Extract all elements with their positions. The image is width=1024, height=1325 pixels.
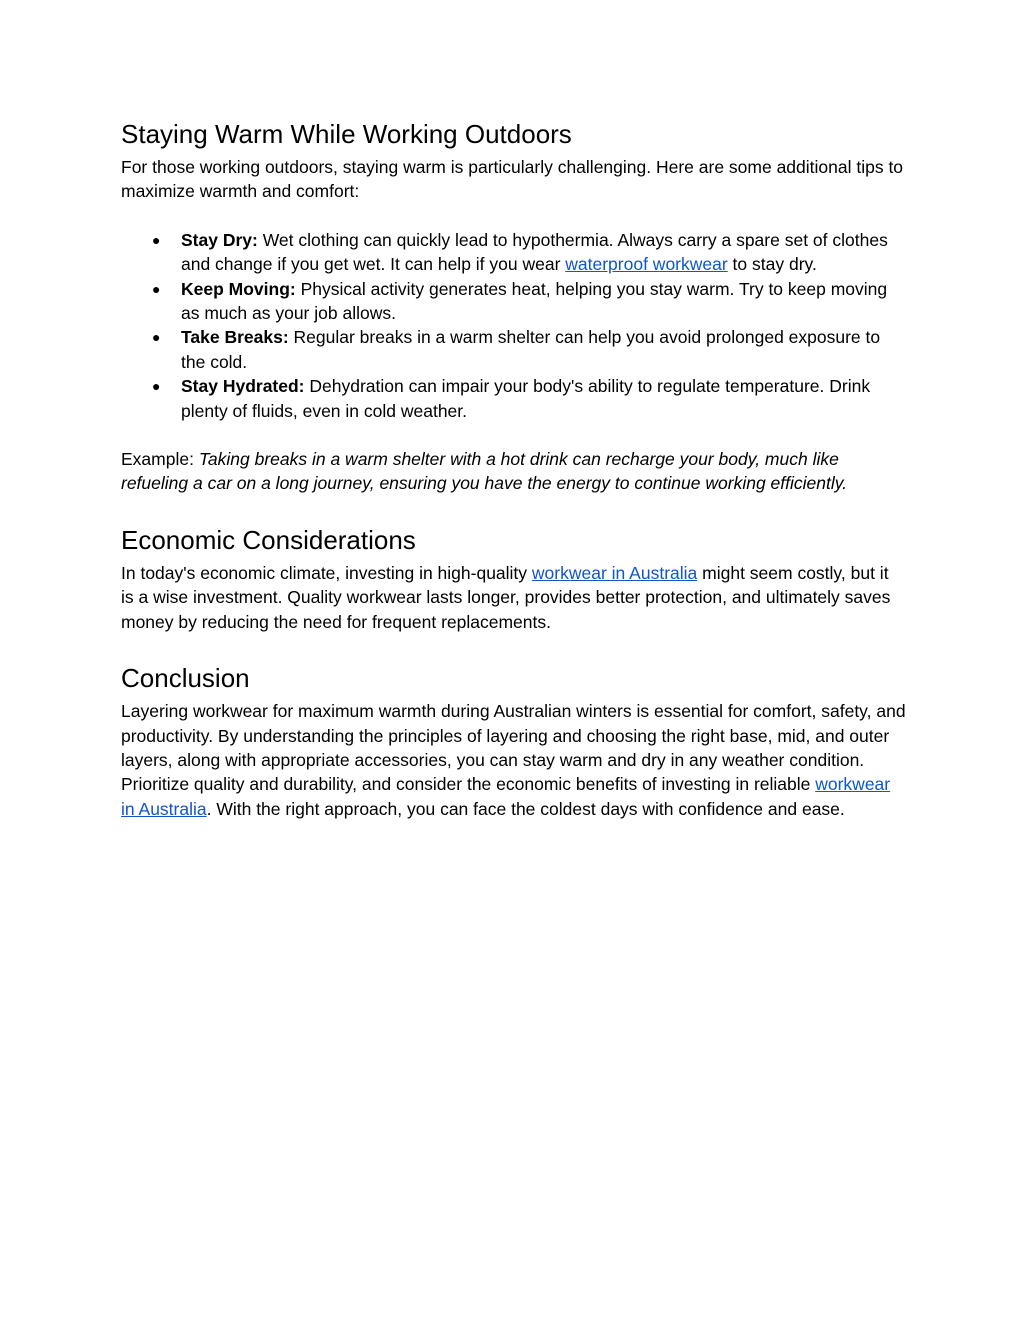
heading-outdoors: Staying Warm While Working Outdoors <box>121 119 572 149</box>
heading-economic: Economic Considerations <box>121 524 416 555</box>
tip-title: Stay Hydrated: <box>181 376 305 397</box>
economic-text: In today's economic climate, investing in high-quality <box>121 562 532 583</box>
example-text: Taking breaks in a warm shelter with a hot drink can recharge your body, much like refueling a car on a long journey, ensuring you have the energy to continue working efficiently. <box>121 449 848 494</box>
tip-title: Take Breaks: <box>181 327 289 348</box>
bullet-icon: ● <box>152 329 161 346</box>
heading-conclusion: Conclusion <box>121 663 250 694</box>
list-item-keep-moving <box>121 277 906 326</box>
link-workwear-australia[interactable]: workwear in Australia <box>531 562 698 583</box>
tip-title: Stay Dry: <box>181 229 258 250</box>
tip-text-after: to stay dry. <box>727 254 817 275</box>
economic-text-after: might seem costly, but it is a wise investment. Quality workwear lasts longer, provides better protection, and ultimately saves money by reducing the need for frequent replacements. <box>121 562 891 632</box>
paragraph-economic <box>121 561 906 634</box>
conclusion-text: Layering workwear for maximum warmth during Australian winters is essential for comfort, safety, and productivity. By understanding the principles of layering and choosing the right base, mid, and outer layers, along with appropriate accessories, you can stay warm and dry in any weather condition. Prioritize quality and durability, and consider the economic benefits of investing in reliable <box>121 701 906 795</box>
example-label: Example: <box>121 449 199 470</box>
tip-title: Keep Moving: <box>181 278 296 299</box>
bullet-icon: ● <box>152 378 161 395</box>
document-page <box>121 114 906 821</box>
bullet-icon: ● <box>152 280 161 297</box>
list-item-stay-dry <box>121 228 906 277</box>
link-workwear-australia-conclusion[interactable]: workwear in Australia <box>121 774 891 819</box>
conclusion-text-after: . With the right approach, you can face the coldest days with confidence and ease. <box>206 798 845 819</box>
tips-list <box>121 228 906 423</box>
tip-text: Wet clothing can quickly lead to hypothermia. Always carry a spare set of clothes and change if you get wet. It can help if you wear <box>181 229 888 275</box>
tip-text: Regular breaks in a warm shelter can help you avoid prolonged exposure to the cold. <box>181 327 881 372</box>
bullet-icon: ● <box>152 231 161 248</box>
paragraph-outdoors-intro: For those working outdoors, staying warm is particularly challenging. Here are some additional tips to maximize warmth and comfort: <box>121 157 904 202</box>
tip-text: Dehydration can impair your body's ability to regulate temperature. Drink plenty of fluids, even in cold weather. <box>181 376 871 421</box>
paragraph-example <box>121 447 906 496</box>
list-item-take-breaks <box>121 325 906 374</box>
list-item-stay-hydrated <box>121 374 906 423</box>
link-waterproof-workwear[interactable]: waterproof workwear <box>565 254 728 275</box>
paragraph-conclusion <box>121 699 906 821</box>
tip-text: Physical activity generates heat, helping you stay warm. Try to keep moving as much as your job allows. <box>181 278 888 324</box>
